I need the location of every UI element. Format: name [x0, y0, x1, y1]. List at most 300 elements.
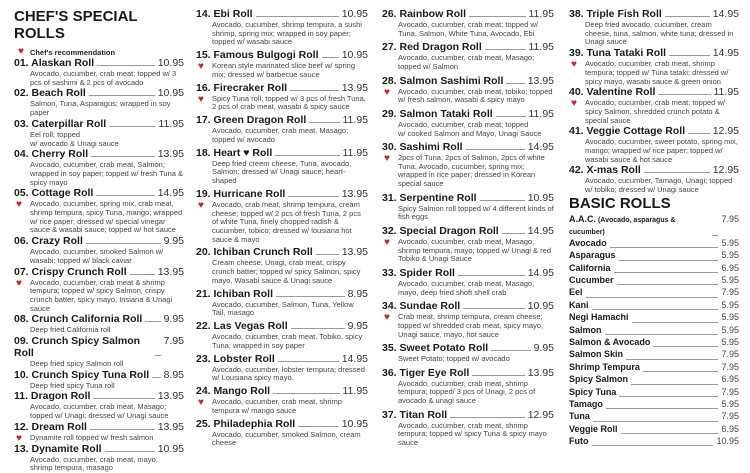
leader-line: [610, 247, 719, 248]
menu-item-header: [382, 108, 554, 120]
menu-item-header: [382, 225, 554, 237]
menu-item[interactable]: [196, 8, 368, 47]
leader-line: [298, 426, 339, 427]
leader-line: [506, 83, 524, 84]
basic-roll-item[interactable]: [569, 214, 739, 238]
leader-line: [97, 65, 155, 66]
heart-icon: ♥: [384, 312, 390, 324]
basic-roll-name: Salmon Skin: [569, 349, 624, 360]
menu-item[interactable]: [196, 49, 368, 79]
menu-item-header: [382, 141, 554, 153]
basic-roll-item[interactable]: [569, 300, 739, 312]
menu-item-description: Crab meat, shrimp tempura, cream cheese; topped w/ shredded crab meat, spicy mayo, Unagi sauce, mayo, hot sauce: [398, 312, 544, 339]
menu-item-price: 9.95: [163, 235, 184, 248]
menu-item-description: Avocado, cucumber, shrimp tempura, a sushi shrimp, spring mix; wrapped in soy paper; topped w/ wasabi sauce: [212, 20, 362, 47]
leader-line: [130, 274, 155, 275]
menu-item-description: Sweet Potato; topped w/ avocado: [398, 354, 510, 364]
menu-item-name: 24. Mango Roll: [196, 385, 271, 398]
heart-icon: ♥: [571, 98, 577, 110]
menu-item[interactable]: [14, 390, 184, 420]
leader-line: [665, 16, 710, 17]
basic-roll-name: Spicy Tuna: [569, 386, 617, 397]
menu-item-header: [382, 342, 554, 354]
menu-item-name: 30. Sashimi Roll: [382, 141, 463, 154]
basic-roll-name: Tamago: [569, 398, 603, 409]
leader-line: [688, 133, 710, 134]
menu-item-description: Avocado, cucumber, lobster tempura; dressed w/ Lousiana spicy mayo.: [212, 364, 365, 383]
leader-line: [86, 243, 161, 244]
menu-item-description: Avocado, cucumber, crab meat, Masago; topped w/ Salmon: [398, 53, 535, 71]
menu-item-price: 11.95: [158, 117, 184, 130]
menu-item[interactable]: [14, 87, 184, 117]
basic-roll-price: 6.95: [721, 374, 739, 385]
basic-roll-name: Eel: [569, 287, 583, 298]
menu-item-header: [196, 246, 368, 258]
basic-roll-item[interactable]: [569, 287, 739, 299]
menu-item-description: Salmon, Tuna, Asparagus; wrapped in soy paper: [30, 99, 171, 118]
leader-line: [619, 396, 718, 397]
menu-item[interactable]: [196, 320, 368, 350]
menu-item-price: 8.95: [347, 287, 368, 300]
basic-roll-item[interactable]: [569, 411, 739, 423]
basic-roll-price: 5.95: [721, 299, 739, 310]
menu-item[interactable]: [569, 86, 739, 125]
menu-item[interactable]: [14, 266, 184, 314]
leader-line: [89, 95, 155, 96]
basic-roll-item[interactable]: [569, 312, 739, 324]
basic-roll-item[interactable]: [569, 250, 739, 262]
basic-roll-item[interactable]: [569, 349, 739, 361]
basic-roll-item[interactable]: [569, 238, 739, 250]
menu-item-name: 02. Beach Roll: [14, 87, 86, 100]
menu-item-name: 26. Rainbow Roll: [382, 8, 467, 20]
menu-item-header: [14, 369, 184, 381]
menu-item-description: Spicy Salmon roll topped w/ 4 different kinds of fish eggs: [398, 203, 554, 222]
menu-item-header: [569, 125, 739, 137]
menu-item[interactable]: [196, 147, 368, 186]
basic-roll-item[interactable]: [569, 337, 739, 349]
menu-item-description: Avocado, cucumber, crab meat, shrimp tempura; topped w/ Tuna tataki; dressed w/ spicy mayo, wasabi sauce & green onion: [585, 59, 729, 86]
basic-roll-name: California: [569, 262, 611, 273]
leader-line: [105, 451, 155, 452]
heart-icon: ♥: [198, 93, 204, 105]
menu-item-price: 13.95: [341, 246, 368, 259]
menu-item[interactable]: [196, 288, 368, 318]
menu-item-description: Avocado, cucumber, smoked Salmon w/ wasabi; topped w/ black caviar: [30, 247, 164, 265]
menu-item[interactable]: [569, 47, 739, 86]
menu-item-header: [196, 385, 368, 397]
basic-roll-price: 6.95: [721, 423, 739, 434]
menu-item-header: [196, 320, 368, 332]
menu-item-price: 9.95: [347, 320, 368, 333]
leader-line: [273, 393, 339, 394]
leader-line: [606, 408, 719, 409]
leader-line: [592, 309, 719, 310]
basic-roll-item[interactable]: [569, 424, 739, 436]
menu-item[interactable]: [569, 164, 739, 194]
menu-item-header: [196, 147, 368, 159]
basic-roll-item[interactable]: [569, 263, 739, 275]
basic-roll-note: (Avocado, asparagus & cucumber): [569, 216, 676, 236]
leader-line: [316, 254, 339, 255]
menu-item-price: 9.95: [533, 342, 554, 355]
basic-roll-price: 6.95: [721, 262, 739, 273]
leader-line: [109, 126, 155, 127]
menu-item-name: 28. Salmon Sashimi Roll: [382, 74, 504, 87]
basic-roll-name: Shrimp Tempura: [569, 361, 640, 372]
menu-item-price: 11.95: [713, 86, 739, 99]
menu-item-description: Avocado, cucumber, crab meat, mayo, shrimp tempura, masago: [30, 454, 158, 473]
menu-item-name: 36. Tiger Eye Roll: [382, 366, 470, 379]
menu-item-name: 03. Caterpillar Roll: [14, 117, 107, 130]
leader-line: [669, 55, 710, 56]
leader-line: [626, 359, 718, 360]
menu-column-3: [382, 8, 554, 448]
menu-item-price: 14.95: [527, 141, 554, 154]
menu-item-name: 22. Las Vegas Roll: [196, 320, 288, 333]
menu-item-price: 14.95: [712, 8, 739, 20]
menu-item-header: [569, 47, 739, 59]
menu-item-description: Deep fried creem cheese, Tuna, avocado, Salmon; dressed w/ Unagi sauce; heart-shaped: [212, 158, 352, 186]
basic-roll-price: 7.95: [721, 386, 739, 397]
menu-item-name: 31. Serpentine Roll: [382, 191, 477, 204]
menu-item-header: [14, 313, 184, 325]
menu-item-price: 11.95: [528, 41, 554, 54]
menu-item-name: 06. Crazy Roll: [14, 235, 83, 248]
basic-roll-name: Kani: [569, 299, 589, 310]
menu-item[interactable]: [382, 108, 554, 138]
menu-item-name: 11. Dragon Roll: [14, 390, 91, 403]
menu-item-name: 08. Crunch California Roll: [14, 313, 143, 326]
menu-item-price: 13.95: [157, 265, 184, 278]
menu-item-price: 13.95: [341, 187, 368, 200]
menu-item[interactable]: [382, 367, 554, 406]
leader-line: [658, 94, 710, 95]
menu-item-price: 10.95: [157, 57, 184, 69]
menu-column-1: [14, 8, 184, 473]
leader-line: [605, 334, 719, 335]
menu-item-description: Eel roll; topped w/ avocado & Unagi sauce: [30, 129, 119, 148]
menu-item[interactable]: [382, 41, 554, 71]
basic-roll-item[interactable]: [569, 362, 739, 374]
legend-label: Chef's recommendation: [29, 47, 116, 57]
menu-item-name: 32. Special Dragon Roll: [382, 225, 499, 237]
menu-item-header: [382, 367, 554, 379]
menu-item-price: 11.95: [528, 8, 554, 20]
leader-line: [256, 16, 339, 17]
menu-item-description: Avocado, cucumber, crab meat, shrimp tempura w/ mango sauce: [212, 397, 342, 415]
leader-line: [496, 116, 526, 117]
menu-item[interactable]: [196, 188, 368, 245]
leader-line: [502, 233, 525, 234]
menu-item-description: Avocado, cucumber, Tamago, Unagi; topped w/ tobiko; dressed w/ Unagi sauce: [585, 176, 733, 195]
heart-icon: ♥: [16, 199, 22, 211]
menu-item[interactable]: [196, 385, 368, 415]
basic-roll-price: 10.95: [716, 436, 739, 447]
menu-item-header: [196, 288, 368, 300]
leader-line: [469, 16, 525, 17]
leader-line: [617, 284, 719, 285]
menu-item[interactable]: [14, 118, 184, 148]
menu-item-name: 37. Titan Roll: [382, 408, 448, 421]
menu-item-header: [14, 118, 184, 130]
menu-item-description: Avocado, cucumber, crab meat, Masago; topped w/ avocado: [212, 126, 349, 144]
menu-item-header: [14, 57, 184, 69]
basic-roll-name: Negi Hamachi: [569, 312, 629, 323]
menu-item-description: Avocado, cucumber, crab meat; topped w/ Tuna, Salmon, White Tuna, Avocado, Ebi: [398, 20, 538, 38]
basic-roll-price: 5.95: [721, 336, 739, 347]
menu-item-price: 13.95: [527, 366, 554, 379]
menu-item-description: Deep fried spicy Tuna roll: [30, 380, 115, 390]
menu-item-name: 17. Green Dragon Roll: [196, 114, 307, 127]
menu-item[interactable]: [196, 82, 368, 112]
menu-item-name: 29. Salmon Tataki Roll: [382, 107, 493, 120]
menu-item-price: 11.95: [528, 107, 554, 120]
menu-item-description: Avocado, cucumber, crab meat, Tobiko, spicy Tuna; wrapped in soy paper: [212, 332, 363, 350]
menu-item-price: 11.95: [342, 146, 368, 159]
basic-rolls-section: [569, 195, 739, 449]
menu-item-header: [569, 86, 739, 98]
menu-item[interactable]: [14, 57, 184, 87]
menu-item-description: Avocado, cucumber, crab meat, Salmon; wrapped in soy paper; topped w/ fresh Tuna & spicy mayo: [30, 160, 184, 187]
menu-item-header: [14, 235, 184, 247]
menu-item-name: 42. X-mas Roll: [569, 164, 641, 177]
menu-item-price: 14.95: [157, 187, 184, 200]
menu-item[interactable]: [382, 342, 554, 364]
leader-line: [288, 196, 338, 197]
menu-item-price: 13.95: [157, 390, 184, 403]
page-title: CHEF'S SPECIAL ROLLS: [14, 8, 138, 42]
menu-item-description: 2pcs of Tuna, 2pcs of Salmon, 2pcs of white Tuna, Avocado, cucumber, spring mix; wrapped in rice paper; dressed in Korean special sauce: [398, 153, 545, 189]
basic-roll-item[interactable]: [569, 325, 739, 337]
basic-rolls-title: BASIC ROLLS: [569, 194, 671, 212]
menu-item-description: Avocado, cucumber, crab meat & shrimp tempura; topped w/ spicy Salmon, crispy crunch batter, spicy mayo, Insiana & Unagi sauce: [30, 277, 173, 313]
leader-line: [491, 350, 530, 351]
menu-item-name: 09. Crunch Spicy Salmon Roll: [14, 335, 141, 360]
menu-item[interactable]: [382, 8, 554, 38]
menu-item-price: 12.95: [712, 164, 739, 177]
menu-item-header: [382, 75, 554, 87]
leader-line: [458, 275, 525, 276]
menu-item-description: Korean style marinated slice beef w/ spring mix; dressed w/ barbecue sauce: [212, 61, 355, 79]
menu-item-header: [382, 267, 554, 279]
menu-item[interactable]: [14, 313, 184, 335]
menu-item-name: 39. Tuna Tataki Roll: [569, 47, 667, 60]
menu-item-name: 14. Ebi Roll: [196, 8, 253, 20]
menu-item-name: 13. Dynamite Roll: [14, 442, 102, 455]
basic-roll-item[interactable]: [569, 436, 739, 448]
basic-roll-price: 5.95: [721, 312, 739, 323]
menu-item-name: 20. Ichiban Crunch Roll: [196, 246, 313, 259]
menu-item-price: 14.95: [712, 47, 739, 60]
leader-line: [621, 433, 719, 434]
menu-item[interactable]: [14, 443, 184, 473]
menu-column-2: [196, 8, 368, 448]
menu-item[interactable]: [14, 421, 184, 443]
menu-item-price: 12.95: [712, 125, 739, 138]
menu-item-description: Avocado, cucumber, crab meat; topped w/ spicy Salmon, shredded crunch potato & special sauce: [585, 98, 725, 125]
basic-roll-name: Asparagus: [569, 250, 616, 261]
menu-item-description: Avocado, cucumber, crab meat, Masago; topped w/ Unagi; dressed w/ Unagi sauce: [30, 402, 169, 421]
menu-item[interactable]: [196, 246, 368, 285]
header-block: [14, 8, 184, 57]
basic-roll-name: Avocado: [569, 237, 607, 248]
menu-item[interactable]: [382, 75, 554, 105]
heart-icon: ♥: [16, 432, 22, 444]
menu-item-name: 21. Ichiban Roll: [196, 287, 274, 300]
leader-line: [466, 149, 525, 150]
menu-item-header: [14, 421, 184, 433]
menu-item-price: 7.95: [163, 335, 184, 348]
menu-item-header: [196, 353, 368, 365]
menu-item[interactable]: [196, 418, 368, 448]
menu-item-description: Avocado, cucumber, crab meat, tobiko; topped w/ fresh salmon, wasabi & spicy mayo: [398, 86, 553, 105]
menu-item-header: [196, 418, 368, 430]
menu-item-name: 05. Cottage Roll: [14, 187, 94, 200]
leader-line: [155, 355, 161, 356]
menu-column-4: [569, 8, 739, 448]
menu-item-header: [14, 187, 184, 199]
menu-item[interactable]: [382, 141, 554, 189]
leader-line: [472, 375, 524, 376]
menu-item-name: 07. Crispy Crunch Roll: [14, 265, 127, 278]
menu-item-name: 33. Spider Roll: [382, 266, 455, 279]
menu-item-description: Avocado, crab meat, shrimp tempura, cream cheese; topped w/ 2 pcs of fresh Tuna, 2 pcs of white Tuna, finely chopped radish & cucumber, tobico; dressed w/ lousiana hot sauce & mayo: [212, 199, 361, 244]
menu-item-price: 10.95: [341, 49, 368, 62]
heart-icon: ♥: [384, 153, 390, 165]
basic-roll-price: 5.95: [721, 398, 739, 409]
menu-item-header: [382, 192, 554, 204]
basic-roll-item[interactable]: [569, 374, 739, 386]
menu-item[interactable]: [196, 114, 368, 144]
menu-item-name: 40. Valentine Roll: [569, 86, 656, 99]
leader-line: [322, 57, 339, 58]
menu-item[interactable]: [14, 335, 184, 369]
menu-item-price: 10.95: [157, 442, 184, 455]
menu-item-price: 13.95: [527, 74, 554, 87]
basic-roll-name: Tuna: [569, 411, 590, 422]
menu-item[interactable]: [14, 369, 184, 391]
menu-item-name: 16. Firecraker Roll: [196, 81, 288, 94]
basic-roll-price: 5.95: [721, 324, 739, 335]
menu-item-name: 38. Triple Fish Roll: [569, 8, 662, 20]
menu-item[interactable]: [569, 8, 739, 47]
menu-item[interactable]: [569, 125, 739, 164]
legend: [14, 47, 184, 57]
basic-roll-price: 7.95: [721, 287, 739, 298]
menu-item[interactable]: [382, 300, 554, 339]
menu-item-price: 11.95: [342, 114, 368, 127]
basic-roll-price: 5.95: [721, 237, 739, 248]
menu-item-description: Avocado, cucumber, sweet potato, spring mix, mango; wrapped w/ rice paper; topped w/ wasabi sauce & hot sauce: [585, 137, 738, 164]
menu-item-price: 14.95: [527, 266, 554, 279]
menu-item-name: 18. Heart ♥ Roll: [196, 146, 273, 159]
menu-item-name: 10. Crunch Spicy Tuna Roll: [14, 368, 150, 381]
menu-item-description: Deep fried spicy Salmon roll: [30, 359, 124, 369]
menu-item-price: 11.95: [342, 385, 368, 398]
basic-roll-item[interactable]: [569, 399, 739, 411]
menu-item-description: Cream cheese, Unagi, crab meat, crispy crunch batter; topped w/ spicy Salmon, spicy mayo, Wasabi sauce & Unagi sauce: [212, 258, 361, 285]
leader-line: [93, 398, 154, 399]
menu-item-price: 12.95: [527, 408, 554, 421]
menu-item-header: [382, 41, 554, 53]
leader-line: [91, 156, 155, 157]
menu-item-description: Avocado, cucumber, crab meat; topped w/ 3 pcs of sashimi & 2 pcs of avocado: [30, 69, 177, 87]
leader-line: [152, 377, 160, 378]
menu-item-name: 19. Hurricane Roll: [196, 187, 286, 200]
heart-icon: ♥: [198, 61, 204, 73]
menu-item-header: [569, 8, 739, 20]
menu-item-header: [196, 188, 368, 200]
menu-item-header: [196, 82, 368, 94]
menu-item-name: 15. Famous Bulgogi Roll: [196, 49, 319, 62]
heart-icon: ♥: [16, 277, 22, 289]
leader-line: [712, 235, 718, 236]
menu-item-description: Spicy Tuna roll; topped w/ 3 pcs of fresh Tuna, 2 pcs of crab meat, wasabi & spicy sauce: [212, 93, 366, 112]
menu-item[interactable]: [382, 409, 554, 448]
menu-item-description: Avocado, cucumber, crab meat, shrimp tempura; topped/ 3 pcs of Unagi, 2 pcs of avocado & unagi sauce: [398, 378, 536, 406]
leader-line: [644, 172, 710, 173]
menu-item[interactable]: [14, 148, 184, 187]
menu-item-description: Avocado, cucumber, crab meat, Masago, shrimp tempura, mayo; topped w/ Unagi & red Tobiko & Unagi Sauce: [398, 237, 551, 264]
menu-item-header: [14, 148, 184, 160]
menu-item-description: Avocado, cucumber, Salmon, Tuna, Yellow Tail, masago: [212, 299, 354, 318]
leader-line: [275, 155, 339, 156]
leader-line: [96, 195, 154, 196]
menu-item[interactable]: [382, 225, 554, 264]
leader-line: [593, 421, 719, 422]
menu-item-header: [382, 409, 554, 421]
menu-item[interactable]: [382, 192, 554, 222]
basic-roll-item[interactable]: [569, 387, 739, 399]
menu-item-price: 10.95: [341, 8, 368, 20]
heart-icon: ♥: [198, 397, 204, 409]
menu-item-header: [14, 390, 184, 402]
heart-icon: ♥: [571, 59, 577, 71]
heart-icon: ♥: [384, 86, 390, 98]
menu-item-name: 12. Dream Roll: [14, 420, 87, 433]
menu-item-description: Avocado, cucumber, spring mix, crab meat, shrimp tempura, spicy Tuna, mango; wrapped w/ rice paper; dressed w/ special vinegar sauce & wasabi sauce; topped w/ hot sauce: [30, 199, 183, 235]
menu-item-description: Avocado, cucumber, crab meat, shrimp tempura; topped w/ spicy Tuna & spicy mayo sauce: [398, 420, 547, 448]
menu-item-header: [14, 87, 184, 99]
menu-item-name: 34. Sundae Roll: [382, 300, 461, 313]
menu-item-price: 9.95: [163, 313, 184, 326]
leader-line: [653, 346, 718, 347]
basic-roll-item[interactable]: [569, 275, 739, 287]
leader-line: [276, 296, 345, 297]
menu-item-name: 35. Sweet Potato Roll: [382, 342, 489, 355]
menu-item-price: 8.95: [163, 368, 184, 381]
menu-item[interactable]: [14, 187, 184, 235]
leader-line: [278, 361, 339, 362]
menu-item-name: 23. Lobster Roll: [196, 352, 275, 365]
menu-item-header: [382, 300, 554, 312]
menu-item-price: 14.95: [527, 225, 554, 237]
menu-item[interactable]: [382, 267, 554, 297]
menu-item-price: 14.95: [341, 352, 368, 365]
menu-item-price: 10.95: [527, 300, 554, 313]
menu-item[interactable]: [196, 353, 368, 383]
menu-item[interactable]: [14, 235, 184, 265]
leader-line: [631, 384, 718, 385]
menu-item-price: 10.95: [157, 87, 184, 100]
heart-icon: ♥: [384, 237, 390, 248]
menu-item-header: [382, 8, 554, 20]
leader-line: [291, 328, 345, 329]
leader-line: [90, 429, 155, 430]
menu-item-header: [569, 164, 739, 176]
menu-item-name: 25. Philadephia Roll: [196, 417, 296, 430]
